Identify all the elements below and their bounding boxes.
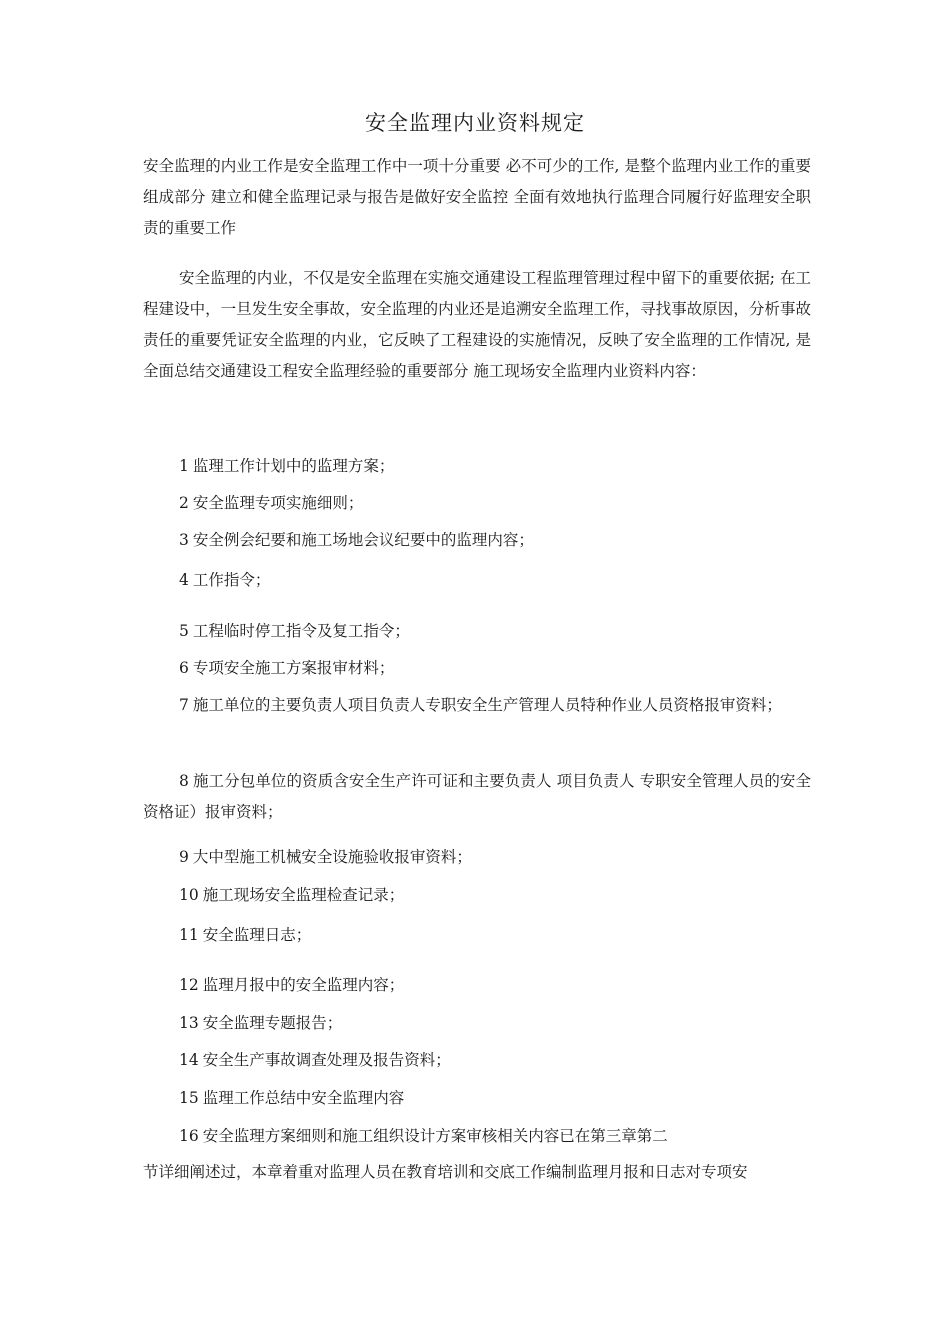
list-item-text: 工程临时停工指令及复工指令； [192,622,410,640]
document-title: 安全监理内业资料规定 [365,111,585,135]
list-item-number: 12 [179,976,199,994]
second-paragraph: 安全监理的内业，不仅是安全监理在实施交通建设工程监理管理过程中留下的重要依据; 在工程建设中，一旦发生安全事故，安全监理的内业还是追溯安全监理工作，寻找事故原因，分析事故责任的重要凭证安全监理的内业，它反映了工程建设的实施情况，反映了安全监理的工作情况, 是全面总结交通建设工程安全监理经验的重要部分 施工现场安全监理内业资料内容： [143,269,811,380]
list-item-number: 6 [179,659,189,677]
list-item [143,565,811,596]
list-item [143,1008,811,1039]
list-item [143,842,811,873]
list-item-text: 监理月报中的安全监理内容； [202,976,405,994]
list-item [143,690,811,721]
list-item [143,1083,811,1114]
list-item-number: 4 [179,571,189,589]
list-item [143,1045,811,1076]
list-item [143,488,811,519]
list-item-text: 监理工作总结中安全监理内容 [202,1089,405,1107]
list-item [143,525,811,556]
list-item-text: 施工单位的主要负责人项目负责人专职安全生产管理人员特种作业人员资格报审资料； [192,696,782,714]
list-item-text: 安全生产事故调查处理及报告资料； [202,1051,451,1069]
list-item-text: 监理工作计划中的监理方案； [192,457,395,475]
list-item [143,1121,811,1152]
closing-line: 节详细阐述过，本章着重对监理人员在教育培训和交底工作编制监理月报和日志对专项安 [143,1163,748,1181]
list-item-number: 15 [179,1089,199,1107]
list-item-number: 16 [179,1127,199,1145]
list-item [143,880,811,911]
list-item-number: 5 [179,622,189,640]
list-item-text: 工作指令； [192,571,271,589]
list-item-text: 专项安全施工方案报审材料； [192,659,395,677]
list-item-number: 8 [179,772,189,790]
list-item-number: 10 [179,886,199,904]
intro-paragraph: 安全监理的内业工作是安全监理工作中一项十分重要 必不可少的工作, 是整个监理内业工作的重要组成部分 建立和健全监理记录与报告是做好安全监控 全面有效地执行监理合同履行好监理安全职责的重要工作 [143,157,811,237]
list-item-number: 2 [179,494,189,512]
list-item [143,653,811,684]
list-item [143,616,811,647]
list-item-number: 9 [179,848,189,866]
list-item-number: 3 [179,531,189,549]
list-item-text: 大中型施工机械安全设施验收报审资料； [192,848,472,866]
list-item-text: 安全例会纪要和施工场地会议纪要中的监理内容； [192,531,534,549]
list-item-number: 7 [179,696,189,714]
list-item-number: 1 [179,457,189,475]
list-item-number: 13 [179,1014,199,1032]
list-item [143,970,811,1001]
list-item-text: 施工现场安全监理检查记录； [202,886,405,904]
list-item-text: 安全监理日志； [202,926,312,944]
list-item-text: 安全监理专项实施细则； [192,494,364,512]
list-item [143,766,811,828]
list-item-text: 施工分包单位的资质含安全生产许可证和主要负责人 项目负责人 专职安全管理人员的安全资格证）报审资料； [143,772,811,821]
list-item [143,451,811,482]
list-item-number: 14 [179,1051,199,1069]
list-item-number: 11 [179,926,199,944]
list-item-text: 安全监理专题报告； [202,1014,343,1032]
list-item [143,920,811,951]
list-item-text: 安全监理方案细则和施工组织设计方案审核相关内容已在第三章第二 [202,1127,668,1145]
